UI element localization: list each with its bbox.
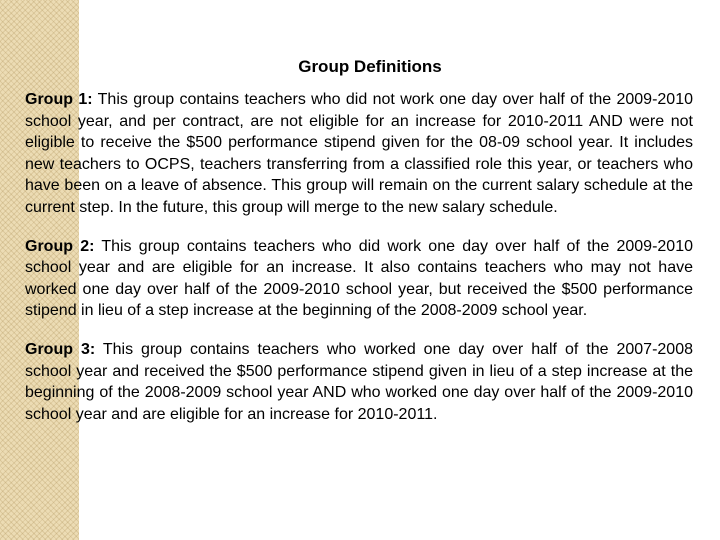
group-1-text: This group contains teachers who did not work one day over half of the 2009-2010 school year, and per contract, are not eligible for an increase for 2010-2011 AND were not eligible to receive the $500 performance stipend given for the 08-09 school year. It includes new teachers to OCPS, teachers transferring from a classified role this year, or teachers who have been on a leave of absence. This group will remain on the current salary schedule at the current step. In the future, this group will merge to the new salary schedule. [25, 91, 693, 216]
group-2-label: Group 2: [25, 237, 95, 255]
group-2-definition [25, 236, 693, 322]
group-3-label: Group 3: [25, 340, 96, 358]
group-3-text: This group contains teachers who worked one day over half of the 2007-2008 school year and received the $500 performance stipend given in lieu of a step increase at the beginning of the 2008-2009 school year AND who worked one day over half of the 2009-2010 school year and are eligible for an increase for 2010-2011. [25, 340, 693, 423]
group-1-definition [25, 89, 693, 219]
document-body [25, 55, 693, 442]
group-3-definition [25, 339, 693, 425]
group-2-text: This group contains teachers who did work one day over half of the 2009-2010 school year and are eligible for an increase. It also contains teachers who may not have worked one day over half of the 2009-2010 school year, but received the $500 performance stipend in lieu of a step increase at the beginning of the 2008-2009 school year. [25, 237, 693, 320]
page-title: Group Definitions [298, 57, 442, 76]
group-1-label: Group 1: [25, 91, 93, 108]
